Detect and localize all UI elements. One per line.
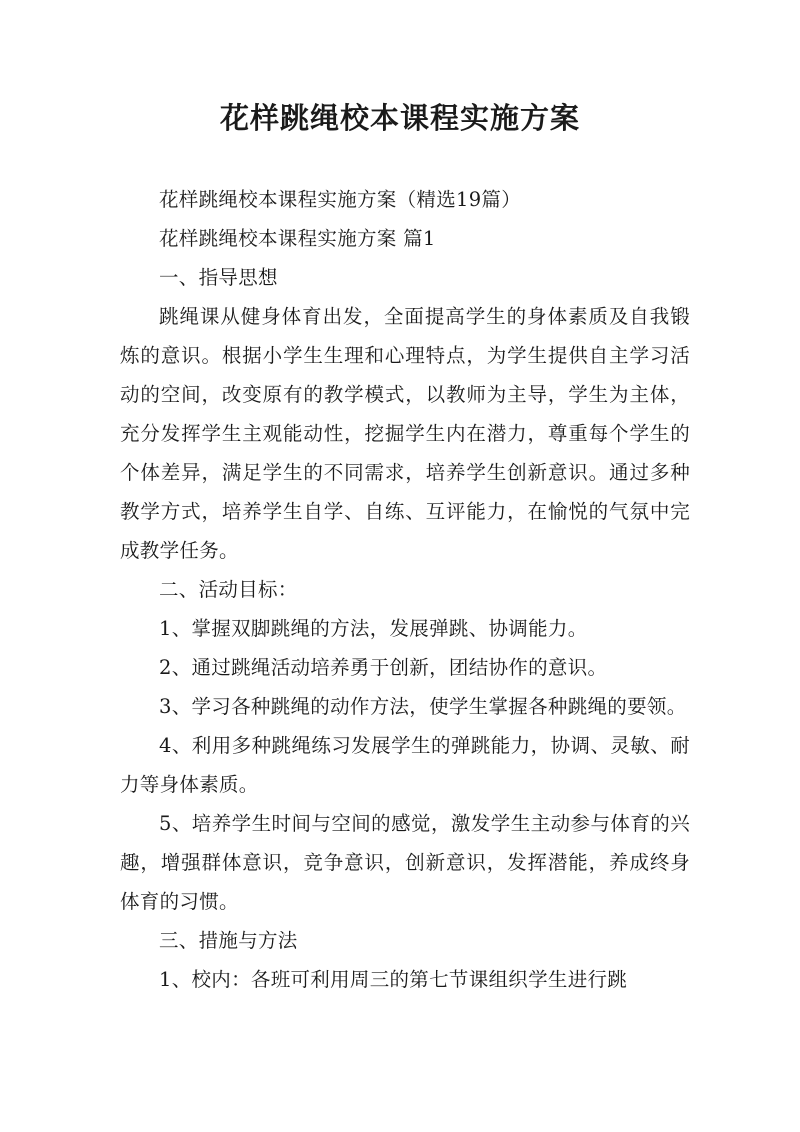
paragraph-guiding-ideology: 跳绳课从健身体育出发，全面提高学生的身体素质及自我锻炼的意识。根据小学生生理和心理特点，为学生提供自主学习活动的空间，改变原有的教学模式，以教师为主导，学生为主体，充分发挥学生主观能动性，挖掘学生内在潜力，尊重每个学生的个体差异，满足学生的不同需求，培养学生创新意识。通过多种教学方式，培养学生自学、自练、互评能力，在愉悦的气氛中完成教学任务。 — [120, 305, 690, 562]
goal-item-3: 3、学习各种跳绳的动作方法，使学生掌握各种跳绳的要领。 — [159, 695, 687, 718]
goal-item-5: 5、培养学生时间与空间的感觉，激发学生主动参与体育的兴趣，增强群体意识，竞争意识，创新意识，发挥潜能，养成终身体育的习惯。 — [120, 812, 690, 913]
document-title: 花样跳绳校本课程实施方案 — [219, 101, 580, 135]
measure-item-1: 1、校内：各班可利用周三的第七节课组织学生进行跳 — [159, 968, 628, 991]
goal-item-2: 2、通过跳绳活动培养勇于创新，团结协作的意识。 — [159, 656, 608, 679]
goal-item-1: 1、掌握双脚跳绳的方法，发展弹跳、协调能力。 — [159, 617, 588, 640]
goal-item-4: 4、利用多种跳绳练习发展学生的弹跳能力，协调、灵敏、耐力等身体素质。 — [120, 734, 690, 796]
paragraph-section-heading: 花样跳绳校本课程实施方案 篇1 — [159, 227, 436, 250]
heading-guiding-ideology: 一、指导思想 — [159, 266, 278, 289]
heading-measures-methods: 三、措施与方法 — [159, 929, 298, 952]
document-body — [120, 180, 690, 999]
heading-activity-goals: 二、活动目标： — [159, 578, 298, 601]
paragraph-subtitle: 花样跳绳校本课程实施方案（精选19篇） — [159, 188, 522, 211]
